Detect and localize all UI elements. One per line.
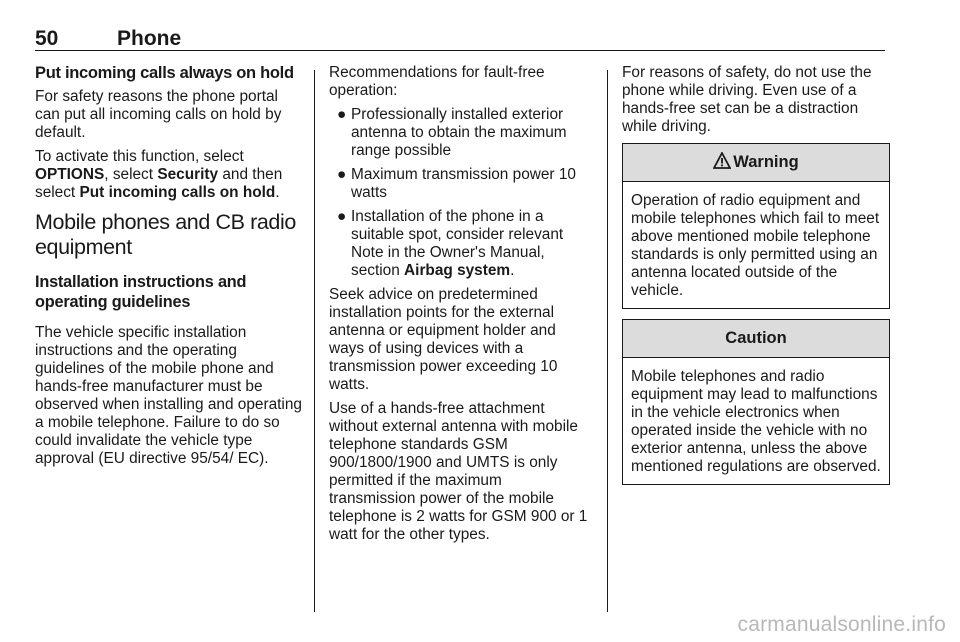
page-number: 50 xyxy=(35,27,59,50)
text: and then select xyxy=(35,166,283,201)
caution-body: Mobile telephones and radio equipment may lead to malfunctions in the vehicle electronics when operated inside the vehicle with no exterior antenna, unless the above mentioned regulations are observed. xyxy=(631,368,881,475)
caution-title: Caution xyxy=(623,320,889,358)
list-item-text: Professionally installed exterior antenna to obtain the maximum range possible xyxy=(351,106,567,159)
list-item-text: Installation of the phone in a suitable spot, consider relevant Note in the Owner's Manual, section xyxy=(351,208,564,279)
section-title: Mobile phones and CB radio equipment xyxy=(35,210,296,259)
warning-box xyxy=(622,143,890,309)
hold-activate-paragraph xyxy=(35,148,303,202)
chapter-title: Phone xyxy=(117,27,182,50)
text: . xyxy=(275,184,280,201)
handsfree-paragraph: Use of a hands-free attachment without external antenna with mobile telephone standards GSM 900/1800/1900 and UMTS is only permitted if the maximum transmission power of the mobile telephone is 2 watts for GSM 900 or 1 watt for the other types. xyxy=(329,400,588,543)
watermark: carmanualsonline.info xyxy=(737,613,946,636)
warning-header xyxy=(623,144,889,182)
options-term: OPTIONS xyxy=(35,166,105,183)
column-divider xyxy=(314,70,315,612)
column-divider xyxy=(607,70,608,612)
put-incoming-term: Put incoming calls on hold xyxy=(79,184,276,201)
heading-hold-calls: Put incoming calls always on hold xyxy=(35,64,294,82)
list-item xyxy=(329,208,591,280)
column-left xyxy=(35,64,303,474)
list-item-text: Maximum transmission power 10 watts xyxy=(351,166,576,201)
list-item xyxy=(329,106,591,160)
subsection-title: Installation instructions and operating guidelines xyxy=(35,273,247,311)
text: , select xyxy=(104,166,154,183)
warning-triangle-icon xyxy=(713,152,731,169)
bullet-icon: ● xyxy=(337,166,347,183)
bullet-icon: ● xyxy=(337,208,347,225)
advice-paragraph: Seek advice on predetermined installation points for the external antenna or equipment holder and ways of using devices with a transmission power exceeding 10 watts. xyxy=(329,286,558,393)
security-term: Security xyxy=(157,166,219,183)
column-right xyxy=(622,64,890,485)
bullet-icon: ● xyxy=(337,106,347,123)
warning-title: Warning xyxy=(733,153,799,171)
recommend-intro: Recommendations for fault-free operation: xyxy=(329,64,545,99)
text: To activate this function, select xyxy=(35,148,244,165)
hold-paragraph: For safety reasons the phone portal can put all incoming calls on hold by default. xyxy=(35,88,282,141)
caution-box xyxy=(622,319,890,485)
airbag-term: Airbag system xyxy=(404,262,511,279)
list-item xyxy=(329,166,591,202)
page-header xyxy=(35,28,885,51)
column-middle xyxy=(329,64,591,550)
safety-paragraph: For reasons of safety, do not use the phone while driving. Even use of a hands-free set can be a distraction while driving. xyxy=(622,64,872,135)
warning-body: Operation of radio equipment and mobile telephones which fail to meet above mentioned mobile telephone standards is only permitted using an antenna located outside of the vehicle. xyxy=(631,192,880,299)
recommend-list xyxy=(329,106,591,280)
install-paragraph: The vehicle specific installation instructions and the operating guidelines of the mobile phone and hands-free manufacturer must be observed when installing and operating a mobile telephone. Failure to do so could invalidate the vehicle type approval (EU directive 95/54/ EC). xyxy=(35,324,302,467)
text: . xyxy=(510,262,515,279)
